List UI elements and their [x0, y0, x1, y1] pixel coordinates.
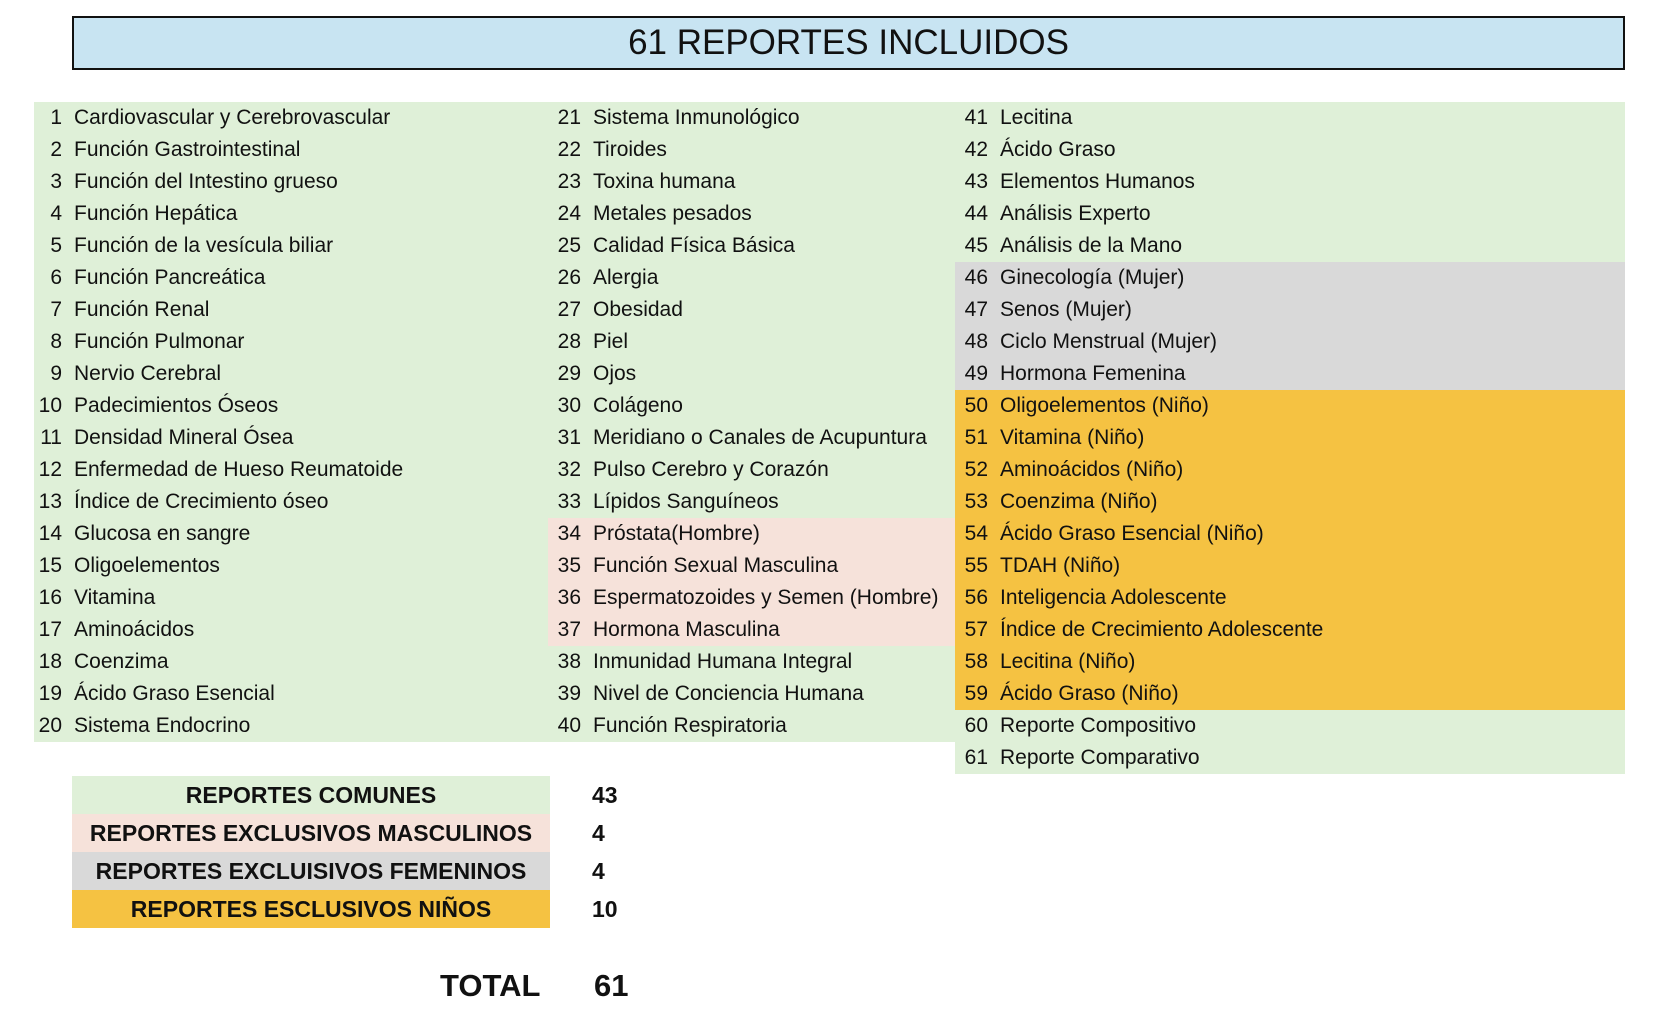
report-label: Función Pancreática	[74, 266, 266, 289]
report-number: 31	[557, 426, 581, 449]
report-row	[955, 230, 1625, 262]
report-number: 14	[38, 522, 62, 545]
report-number: 8	[50, 330, 62, 353]
report-number: 45	[964, 234, 988, 257]
report-row	[955, 678, 1625, 710]
report-row	[34, 646, 548, 678]
report-row	[34, 198, 548, 230]
report-number: 38	[557, 650, 581, 673]
report-number: 32	[557, 458, 581, 481]
report-label: Sistema Endocrino	[74, 714, 251, 737]
report-label: Lecitina (Niño)	[1000, 650, 1136, 673]
report-label: Función Pulmonar	[74, 330, 245, 353]
report-number: 22	[557, 138, 581, 161]
report-label: Alergia	[593, 266, 659, 289]
page-title: 61 REPORTES INCLUIDOS	[72, 16, 1625, 70]
report-number: 19	[38, 682, 62, 705]
report-label: Reporte Compositivo	[1000, 714, 1197, 737]
report-row	[548, 102, 955, 134]
report-row	[34, 326, 548, 358]
report-number: 51	[964, 426, 988, 449]
legend-female: REPORTES EXCLUISIVOS FEMENINOS	[72, 852, 550, 890]
report-row	[34, 230, 548, 262]
report-label: Oligoelementos	[74, 554, 220, 577]
report-label: Sistema Inmunológico	[593, 106, 800, 129]
report-label: Ginecología (Mujer)	[1000, 266, 1185, 289]
report-number: 24	[557, 202, 581, 225]
report-label: Glucosa en sangre	[74, 522, 251, 545]
report-number: 60	[964, 714, 988, 737]
report-number: 56	[964, 586, 988, 609]
report-label: Calidad Física Básica	[593, 234, 795, 257]
report-row	[34, 422, 548, 454]
report-label: Vitamina	[74, 586, 156, 609]
report-row	[34, 678, 548, 710]
report-number: 7	[50, 298, 62, 321]
report-label: Análisis Experto	[1000, 202, 1151, 225]
report-row	[34, 294, 548, 326]
report-label: Pulso Cerebro y Corazón	[593, 458, 829, 481]
report-label: Ácido Graso Esencial (Niño)	[1000, 522, 1264, 545]
report-label: Aminoácidos	[74, 618, 195, 641]
report-number: 35	[557, 554, 581, 577]
report-number: 58	[964, 650, 988, 673]
report-number: 49	[964, 362, 988, 385]
report-row	[548, 262, 955, 294]
report-label: Nivel de Conciencia Humana	[593, 682, 864, 705]
report-row	[548, 646, 955, 678]
report-number: 46	[964, 266, 988, 289]
report-row	[34, 550, 548, 582]
report-row	[34, 390, 548, 422]
report-label: Espermatozoides y Semen (Hombre)	[593, 586, 939, 609]
report-row	[548, 518, 955, 550]
report-label: Meridiano o Canales de Acupuntura	[593, 426, 927, 449]
report-row	[548, 550, 955, 582]
report-number: 11	[40, 426, 62, 449]
report-label: Ácido Graso Esencial	[74, 682, 275, 705]
report-number: 20	[38, 714, 62, 737]
report-number: 33	[557, 490, 581, 513]
report-number: 3	[50, 170, 62, 193]
report-number: 26	[557, 266, 581, 289]
report-row	[955, 646, 1625, 678]
report-label: Hormona Femenina	[1000, 362, 1186, 385]
report-row	[955, 134, 1625, 166]
report-row	[955, 198, 1625, 230]
report-label: Densidad Mineral Ósea	[74, 426, 294, 449]
report-number: 37	[557, 618, 581, 641]
report-number: 53	[964, 490, 988, 513]
report-row	[548, 422, 955, 454]
report-row	[548, 358, 955, 390]
report-label: Función Sexual Masculina	[593, 554, 839, 577]
report-row	[548, 454, 955, 486]
report-number: 28	[557, 330, 581, 353]
report-row	[955, 518, 1625, 550]
report-label: Lecitina	[1000, 106, 1073, 129]
report-label: Obesidad	[593, 298, 683, 321]
report-label: Nervio Cerebral	[74, 362, 222, 385]
report-row	[548, 326, 955, 358]
report-number: 4	[50, 202, 62, 225]
report-number: 41	[964, 106, 988, 129]
report-label: Función de la vesícula biliar	[74, 234, 334, 257]
report-number: 42	[964, 138, 988, 161]
report-row	[34, 166, 548, 198]
report-number: 15	[38, 554, 62, 577]
report-number: 34	[557, 522, 581, 545]
legend-common-count: 43	[592, 781, 618, 808]
report-row	[548, 230, 955, 262]
report-row	[548, 614, 955, 646]
report-row	[548, 166, 955, 198]
report-label: Próstata(Hombre)	[593, 522, 760, 545]
report-label: Ácido Graso (Niño)	[1000, 682, 1179, 705]
report-row	[34, 358, 548, 390]
report-row	[34, 518, 548, 550]
report-row	[955, 582, 1625, 614]
report-label: Inmunidad Humana Integral	[593, 650, 853, 673]
report-label: Análisis de la Mano	[1000, 234, 1183, 257]
report-label: Reporte Comparativo	[1000, 746, 1200, 769]
report-number: 39	[557, 682, 581, 705]
report-number: 23	[557, 170, 581, 193]
report-row	[955, 422, 1625, 454]
report-number: 50	[964, 394, 988, 417]
report-label: Piel	[593, 330, 629, 353]
report-row	[34, 102, 548, 134]
report-label: Oligoelementos (Niño)	[1000, 394, 1209, 417]
report-number: 25	[557, 234, 581, 257]
report-row	[34, 710, 548, 742]
report-number: 6	[50, 266, 62, 289]
report-label: Colágeno	[593, 394, 683, 417]
report-number: 43	[964, 170, 988, 193]
total-label: TOTAL	[440, 968, 541, 1003]
report-label: Índice de Crecimiento óseo	[74, 490, 329, 513]
report-number: 57	[964, 618, 988, 641]
report-label: Ojos	[593, 362, 637, 385]
legend-common: REPORTES COMUNES	[72, 776, 550, 814]
legend-female-count: 4	[592, 857, 605, 884]
report-label: Senos (Mujer)	[1000, 298, 1132, 321]
report-row	[955, 454, 1625, 486]
report-label: Tiroides	[593, 138, 667, 161]
report-label: Función Hepática	[74, 202, 238, 225]
report-number: 5	[50, 234, 62, 257]
report-number: 21	[557, 106, 581, 129]
report-row	[955, 550, 1625, 582]
report-number: 48	[964, 330, 988, 353]
report-label: Inteligencia Adolescente	[1000, 586, 1227, 609]
report-number: 59	[964, 682, 988, 705]
report-row	[548, 198, 955, 230]
report-row	[955, 486, 1625, 518]
report-row	[548, 134, 955, 166]
report-number: 44	[964, 202, 988, 225]
report-number: 13	[38, 490, 62, 513]
report-row	[955, 710, 1625, 742]
report-row	[34, 262, 548, 294]
report-row	[955, 614, 1625, 646]
report-number: 18	[38, 650, 62, 673]
report-label: Índice de Crecimiento Adolescente	[1000, 618, 1324, 641]
report-number: 1	[50, 106, 62, 129]
report-row	[548, 486, 955, 518]
report-label: Coenzima (Niño)	[1000, 490, 1158, 513]
report-label: Lípidos Sanguíneos	[593, 490, 779, 513]
report-label: Aminoácidos (Niño)	[1000, 458, 1184, 481]
report-number: 16	[38, 586, 62, 609]
report-label: TDAH (Niño)	[1000, 554, 1121, 577]
report-label: Padecimientos Óseos	[74, 394, 279, 417]
report-row	[955, 262, 1625, 294]
report-label: Función del Intestino grueso	[74, 170, 338, 193]
report-row	[34, 454, 548, 486]
report-number: 61	[964, 746, 988, 769]
report-label: Función Renal	[74, 298, 210, 321]
report-label: Coenzima	[74, 650, 169, 673]
report-number: 30	[557, 394, 581, 417]
legend-male: REPORTES EXCLUSIVOS MASCULINOS	[72, 814, 550, 852]
report-label: Metales pesados	[593, 202, 752, 225]
report-label: Enfermedad de Hueso Reumatoide	[74, 458, 404, 481]
report-label: Ciclo Menstrual (Mujer)	[1000, 330, 1218, 353]
legend-kids-count: 10	[592, 895, 618, 922]
report-row	[548, 678, 955, 710]
report-number: 36	[557, 586, 581, 609]
report-row	[34, 486, 548, 518]
report-number: 17	[38, 618, 62, 641]
report-number: 47	[964, 298, 988, 321]
report-row	[955, 166, 1625, 198]
report-row	[955, 358, 1625, 390]
report-number: 9	[50, 362, 62, 385]
report-number: 40	[557, 714, 581, 737]
report-row	[34, 582, 548, 614]
report-row	[955, 102, 1625, 134]
report-row	[955, 294, 1625, 326]
report-number: 29	[557, 362, 581, 385]
report-row	[548, 390, 955, 422]
report-row	[548, 294, 955, 326]
report-number: 55	[964, 554, 988, 577]
total-value: 61	[594, 968, 629, 1003]
report-number: 2	[50, 138, 62, 161]
report-label: Cardiovascular y Cerebrovascular	[74, 106, 391, 129]
report-number: 52	[964, 458, 988, 481]
report-row	[34, 134, 548, 166]
report-label: Vitamina (Niño)	[1000, 426, 1145, 449]
report-row	[548, 710, 955, 742]
legend-kids: REPORTES ESCLUSIVOS NIÑOS	[72, 890, 550, 928]
report-label: Función Gastrointestinal	[74, 138, 301, 161]
report-number: 12	[38, 458, 62, 481]
report-number: 27	[557, 298, 581, 321]
legend-male-count: 4	[592, 819, 605, 846]
report-row	[34, 614, 548, 646]
report-row	[955, 742, 1625, 774]
report-row	[955, 326, 1625, 358]
report-number: 54	[964, 522, 988, 545]
report-row	[548, 582, 955, 614]
report-number: 10	[38, 394, 62, 417]
report-label: Toxina humana	[593, 170, 736, 193]
report-row	[955, 390, 1625, 422]
report-label: Ácido Graso	[1000, 138, 1116, 161]
report-label: Función Respiratoria	[593, 714, 787, 737]
report-label: Hormona Masculina	[593, 618, 780, 641]
report-label: Elementos Humanos	[1000, 170, 1195, 193]
